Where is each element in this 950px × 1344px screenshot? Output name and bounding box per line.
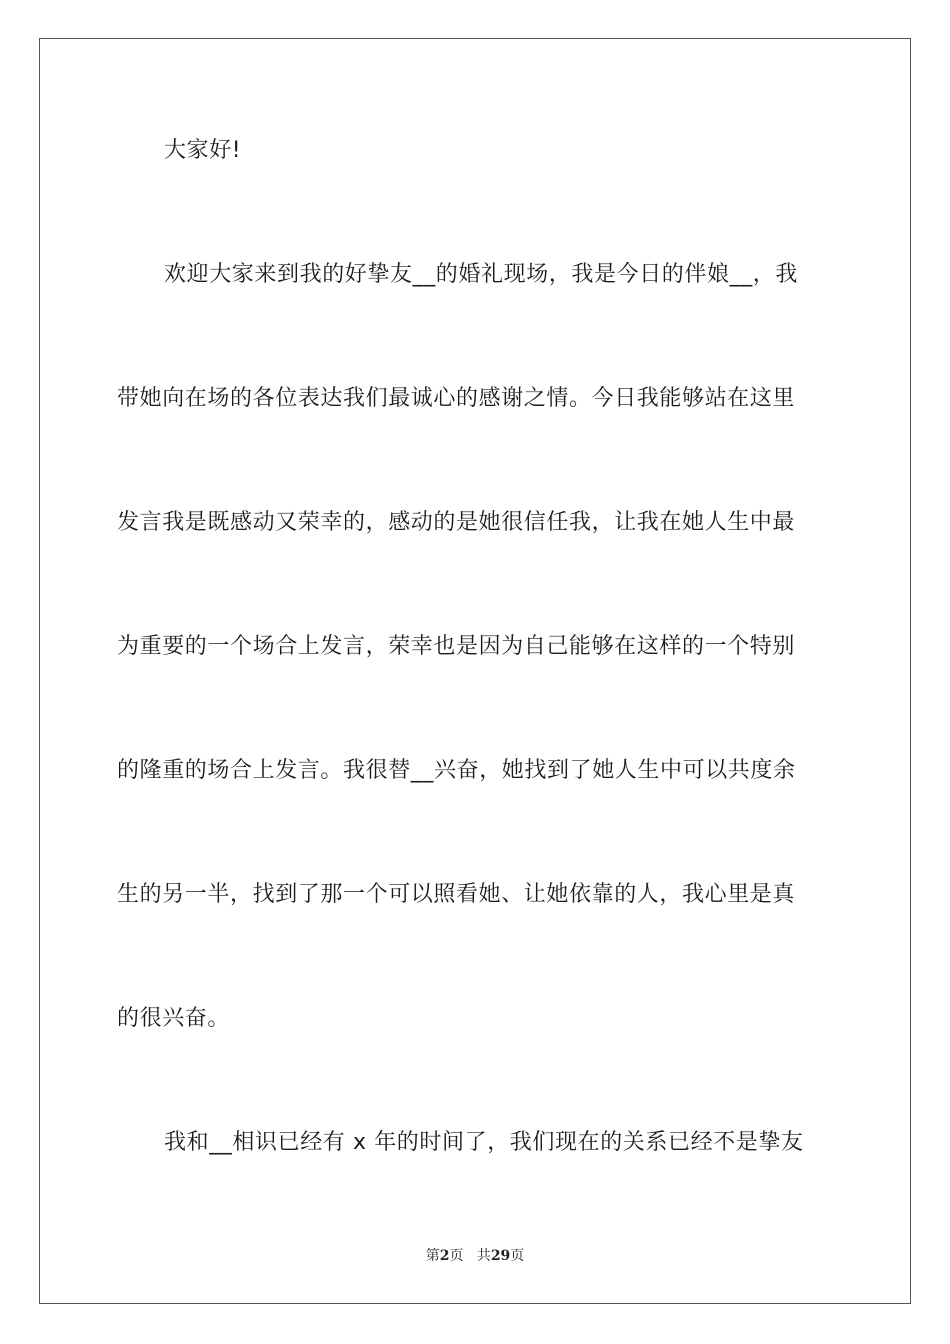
body-line-1: 欢迎大家来到我的好挚友__的婚礼现场，我是今日的伴娘__，我: [164, 262, 799, 287]
body-line-2: 带她向在场的各位表达我们最诚心的感谢之情。今日我能够站在这里: [117, 386, 796, 411]
footer-total-suffix: 页: [510, 1248, 525, 1264]
footer-total-pages: 29: [490, 1248, 511, 1264]
body-line-7: 的很兴奋。: [117, 1006, 231, 1031]
footer-page-suffix: 页: [449, 1248, 464, 1264]
page-footer: [0, 1247, 950, 1265]
greeting-line: 大家好!: [164, 138, 242, 163]
body-line-3: 发言我是既感动又荣幸的，感动的是她很信任我，让我在她人生中最: [117, 510, 796, 535]
footer-total-prefix: 共: [476, 1248, 491, 1264]
page-frame: [39, 38, 911, 1304]
body-line-4: 为重要的一个场合上发言，荣幸也是因为自己能够在这样的一个特别: [117, 634, 796, 659]
footer-page-number: 2: [439, 1248, 450, 1264]
body-line-6: 生的另一半，找到了那一个可以照看她、让她依靠的人，我心里是真: [117, 882, 796, 907]
body-line-5: 的隆重的场合上发言。我很替__兴奋，她找到了她人生中可以共度余: [117, 758, 796, 783]
body-line-8: 我和__相识已经有 x 年的时间了，我们现在的关系已经不是挚友: [164, 1130, 804, 1155]
footer-page-prefix: 第: [425, 1248, 440, 1264]
